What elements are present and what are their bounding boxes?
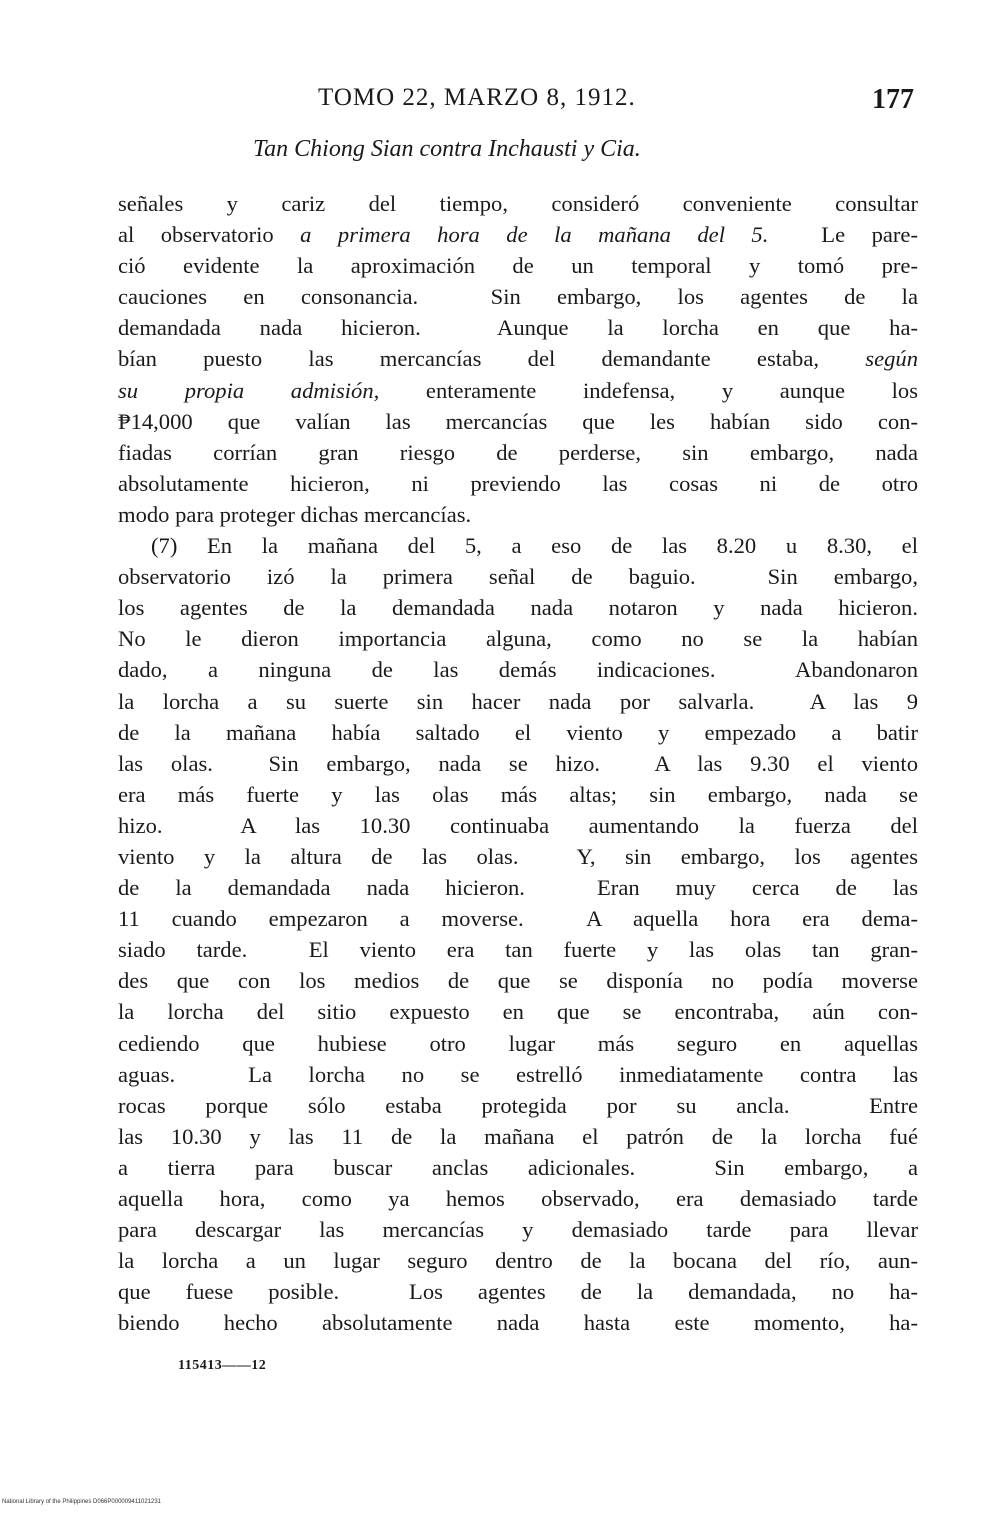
text-line — [118, 468, 918, 499]
signature-code: 115413——12 — [178, 1358, 267, 1373]
text-span: señales y cariz del tiempo, consideró conveniente consultar — [118, 191, 918, 216]
text-span: absolutamente hicieron, ni previendo las cosas ni de otro — [118, 470, 918, 496]
text-span: biendo hecho absolutamente nada hasta este momento, ha- — [118, 1310, 918, 1336]
text-line — [118, 965, 918, 996]
case-running-title: Tan Chiong Sian contra Inchausti y Cia. — [253, 136, 641, 162]
text-span: que fuese posible. Los agentes de la demandada, no ha- — [118, 1279, 918, 1305]
text-line — [118, 1059, 918, 1090]
text-line — [118, 375, 918, 406]
text-line — [118, 188, 918, 219]
text-line — [118, 623, 918, 654]
text-line — [118, 1276, 918, 1307]
text-line — [118, 1028, 918, 1059]
text-span: siado tarde. El viento era tan fuerte y las olas tan gran- — [118, 937, 918, 963]
body-text — [118, 188, 918, 1338]
text-line — [118, 872, 918, 903]
page-number: 177 — [872, 84, 914, 115]
text-span: para descargar las mercancías y demasiado tarde para llevar — [118, 1217, 918, 1243]
text-line — [118, 250, 918, 281]
text-span: aquella hora, como ya hemos observado, era demasiado tarde — [118, 1186, 918, 1211]
text-span: fiadas corrían gran riesgo de perderse, sin embargo, nada — [118, 439, 918, 465]
text-span: 11 cuando empezaron a moverse. A aquella hora era dema- — [118, 906, 918, 932]
volume-date-header: TOMO 22, MARZO 8, 1912. — [318, 84, 636, 111]
text-line — [118, 748, 918, 779]
text-line — [118, 779, 918, 810]
text-line — [118, 934, 918, 965]
text-line — [118, 1090, 918, 1121]
text-span: la lorcha a un lugar seguro dentro de la bocana del río, aun- — [118, 1248, 918, 1274]
text-line — [118, 437, 918, 468]
text-line — [118, 1152, 918, 1183]
text-span: No le dieron importancia alguna, como no se la habían — [118, 626, 918, 652]
text-line — [118, 499, 918, 530]
text-span: las 10.30 y las 11 de la mañana el patrón de la lorcha fué — [118, 1123, 918, 1149]
text-line — [118, 1121, 918, 1152]
text-span: de la mañana había saltado el viento y empezado a batir — [118, 719, 918, 745]
text-line — [118, 686, 918, 717]
text-line — [118, 810, 918, 841]
text-span: modo para proteger dichas mercancías. — [118, 501, 472, 527]
text-line — [118, 1183, 918, 1214]
text-span: Le pare- — [768, 222, 918, 248]
text-span: observatorio izó la primera señal de baguio. Sin embargo, — [118, 564, 918, 590]
text-line — [118, 717, 918, 748]
text-span: al observatorio — [118, 222, 301, 248]
text-line — [118, 281, 918, 312]
italic-text-span: a primera hora de la mañana del 5. — [300, 222, 769, 248]
italic-text-span: según — [865, 346, 918, 372]
text-span: (7) En la mañana del 5, a eso de las 8.20 u 8.30, el — [151, 533, 918, 559]
text-span: de la demandada nada hicieron. Eran muy cerca de las — [118, 875, 918, 901]
scan-stamp: National Library of the Philippines D066P000009411021231 — [2, 1499, 162, 1505]
text-span: demandada nada hicieron. Aunque la lorcha en que ha- — [118, 315, 918, 341]
text-line — [118, 1214, 918, 1245]
text-span: aguas. La lorcha no se estrelló inmediatamente contra las — [118, 1061, 918, 1087]
italic-text-span: su propia admisión, — [118, 377, 380, 403]
text-line — [118, 1307, 918, 1338]
text-span: la lorcha a su suerte sin hacer nada por salvarla. A las 9 — [118, 688, 918, 714]
text-span: a tierra para buscar anclas adicionales. Sin embargo, a — [118, 1154, 918, 1180]
text-line — [118, 996, 918, 1027]
text-span: era más fuerte y las olas más altas; sin embargo, nada se — [118, 781, 918, 807]
text-line — [118, 903, 918, 934]
text-line — [118, 561, 918, 592]
text-line — [118, 1245, 918, 1276]
text-span: viento y la altura de las olas. Y, sin embargo, los agentes — [118, 843, 918, 869]
text-span: ció evidente la aproximación de un temporal y tomó pre- — [118, 253, 918, 279]
text-line — [118, 406, 918, 437]
text-line — [118, 312, 918, 343]
text-span: bían puesto las mercancías del demandante estaba, — [118, 346, 866, 372]
text-span: los agentes de la demandada nada notaron y nada hicieron. — [118, 595, 918, 621]
text-line — [118, 343, 918, 374]
text-line — [118, 530, 918, 561]
text-span: cediendo que hubiese otro lugar más seguro en aquellas — [118, 1030, 918, 1056]
text-span: cauciones en consonancia. Sin embargo, los agentes de la — [118, 284, 918, 310]
text-line — [118, 654, 918, 685]
text-span: hizo. A las 10.30 continuaba aumentando la fuerza del — [118, 812, 918, 838]
text-span: la lorcha del sitio expuesto en que se encontraba, aún con- — [118, 999, 918, 1025]
text-span: las olas. Sin embargo, nada se hizo. A las 9.30 el viento — [118, 750, 918, 776]
text-span: rocas porque sólo estaba protegida por su ancla. Entre — [118, 1092, 918, 1118]
text-line — [118, 592, 918, 623]
text-span: enteramente indefensa, y aunque los — [379, 377, 918, 403]
text-span: ₱14,000 que valían las mercancías que les habían sido con- — [118, 408, 918, 434]
text-span: des que con los medios de que se disponía no podía moverse — [118, 968, 918, 994]
text-line — [118, 841, 918, 872]
text-span: dado, a ninguna de las demás indicaciones. Abandonaron — [118, 657, 918, 683]
text-line — [118, 219, 918, 250]
